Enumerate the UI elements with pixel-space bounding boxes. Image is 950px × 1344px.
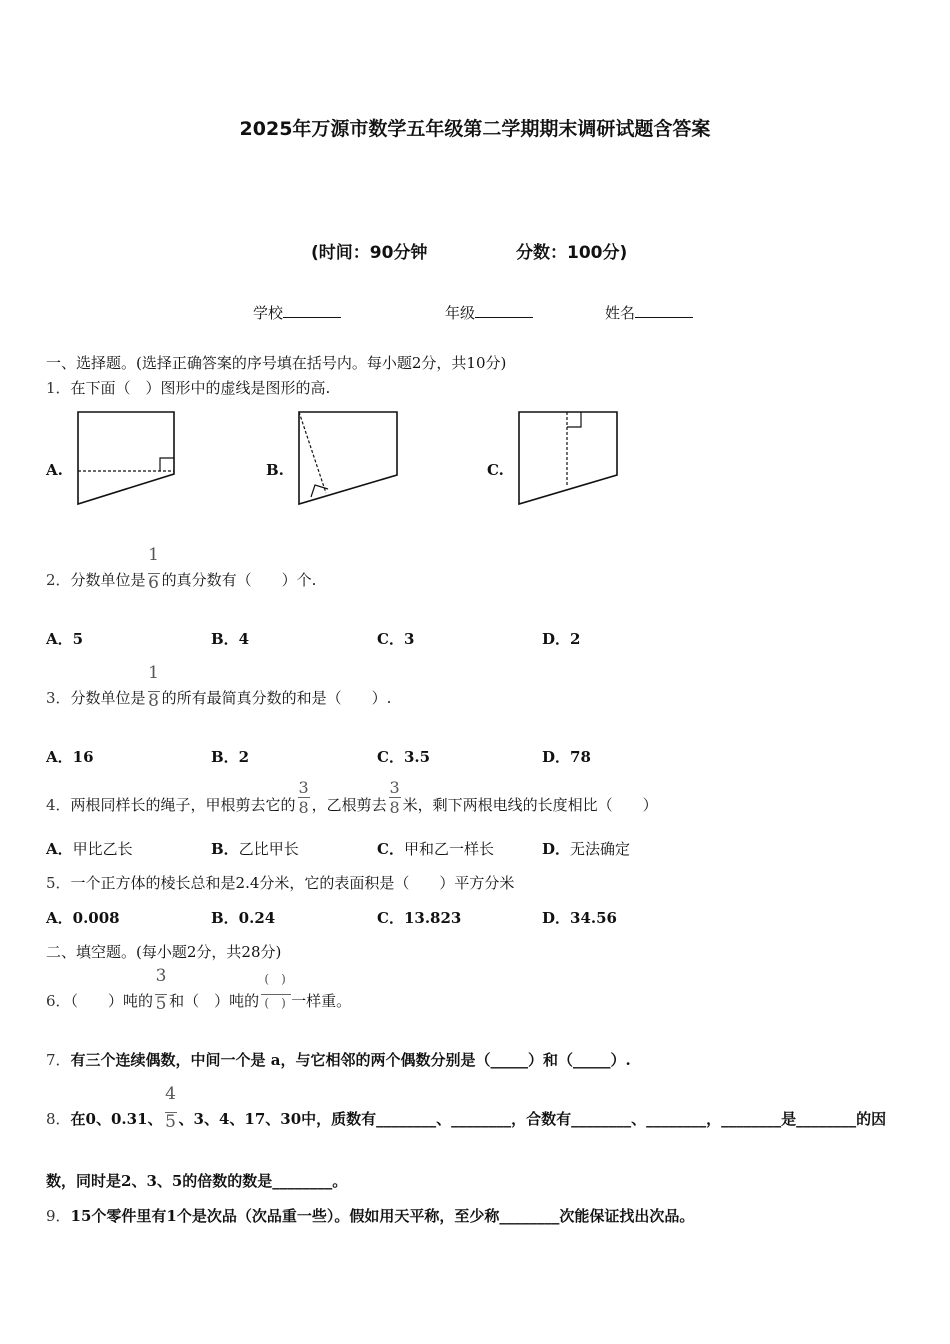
grade-field[interactable]: 年级 [445,302,533,323]
option-4b[interactable]: B．乙比甲长 [211,840,299,858]
fraction-3-8-b: $\frac{3}{8}$ [389,778,400,817]
option-2d[interactable]: D．2 [542,630,581,648]
section-1-heading: 一、选择题。(选择正确答案的序号填在括号内。每小题2分，共10分) [46,354,507,372]
name-field[interactable]: 姓名 [605,302,693,323]
option-4-text: 乙比甲长 [238,840,299,858]
fraction-3-5: $\frac{3}{5}$ [155,966,167,1014]
option-4-text: 无法确定 [570,840,631,858]
option-2b[interactable]: B．4 [211,630,250,648]
option-5b[interactable]: B．0.24 [211,909,276,927]
question-1: 1．在下面（ ）图形中的虚线是图形的高. [46,379,331,397]
figure-c [512,408,627,510]
option-3b[interactable]: B．2 [211,748,250,766]
question-7: 7．有三个连续偶数，中间一个是 a，与它相邻的两个偶数分别是（_____）和（_____）. [46,1051,631,1069]
option-5a[interactable]: A．0.008 [46,909,120,927]
question-4: 4．两根同样长的绳子，甲根剪去它的 $\frac{3}{8}$ ，乙根剪去 $\frac{3}{8}$ 米，剩下两根电线的长度相比（ ） [46,778,658,817]
fraction-1-8: $\frac{1}{8}$ [148,663,159,711]
figure-b [292,408,407,510]
question-5: 5．一个正方体的棱长总和是2.4分米，它的表面积是（ ）平方分米 [46,874,515,892]
school-field[interactable]: 学校 [253,302,341,323]
question-6: 6．（ ）吨的 $\frac{3}{5}$ 和（ ）吨的 $\frac{( )}{( )}$ 一样重。 [46,966,352,1014]
figure-a [70,408,185,508]
option-3d[interactable]: D．78 [542,748,591,766]
option-1b-label: B. [266,461,284,479]
fraction-1-6: $\frac{1}{6}$ [148,545,159,593]
question-9: 9．15个零件里有1个是次品（次品重一些）。假如用天平称，至少称________次能保证找出次品。 [46,1207,695,1225]
option-4c[interactable]: C．甲和乙一样长 [377,840,494,858]
option-1a-label: A. [46,461,63,479]
option-3c[interactable]: C．3.5 [377,748,431,766]
question-8-line-2: 数，同时是2、3、5的倍数的数是________。 [46,1172,348,1190]
exam-score: 分数：100分) [516,243,628,263]
section-2-heading: 二、填空题。(每小题2分，共28分) [46,943,282,961]
option-4a[interactable]: A．甲比乙长 [46,840,133,858]
page-title: 2025年万源市数学五年级第二学期期末调研试题含答案 [239,118,711,140]
question-3: 3．分数单位是 $\frac{1}{8}$ 的所有最简真分数的和是（ ）. [46,663,392,711]
option-5c[interactable]: C．13.823 [377,909,462,927]
question-8: 8．在0、0.31、 $\frac{4}{5}$ 、3、4、17、30中，质数有________、________，合数有________、________，________是________的因 [46,1084,887,1132]
option-4-text: 甲和乙一样长 [403,840,494,858]
question-2: 2．分数单位是 $\frac{1}{6}$ 的真分数有（ ）个. [46,545,317,593]
option-4d[interactable]: D．无法确定 [542,840,631,858]
exam-time: (时间：90分钟 [311,243,428,263]
option-4-text: 甲比乙长 [72,840,133,858]
option-2a[interactable]: A．5 [46,630,84,648]
option-3a[interactable]: A．16 [46,748,94,766]
fraction-blank: $\frac{( )}{( )}$ [260,992,290,1012]
option-1c-label: C. [487,461,504,479]
option-2c[interactable]: C．3 [377,630,415,648]
fraction-4-5: $\frac{4}{5}$ [165,1084,176,1132]
fraction-3-8-a: $\frac{3}{8}$ [298,778,309,817]
option-5d[interactable]: D．34.56 [542,909,617,927]
